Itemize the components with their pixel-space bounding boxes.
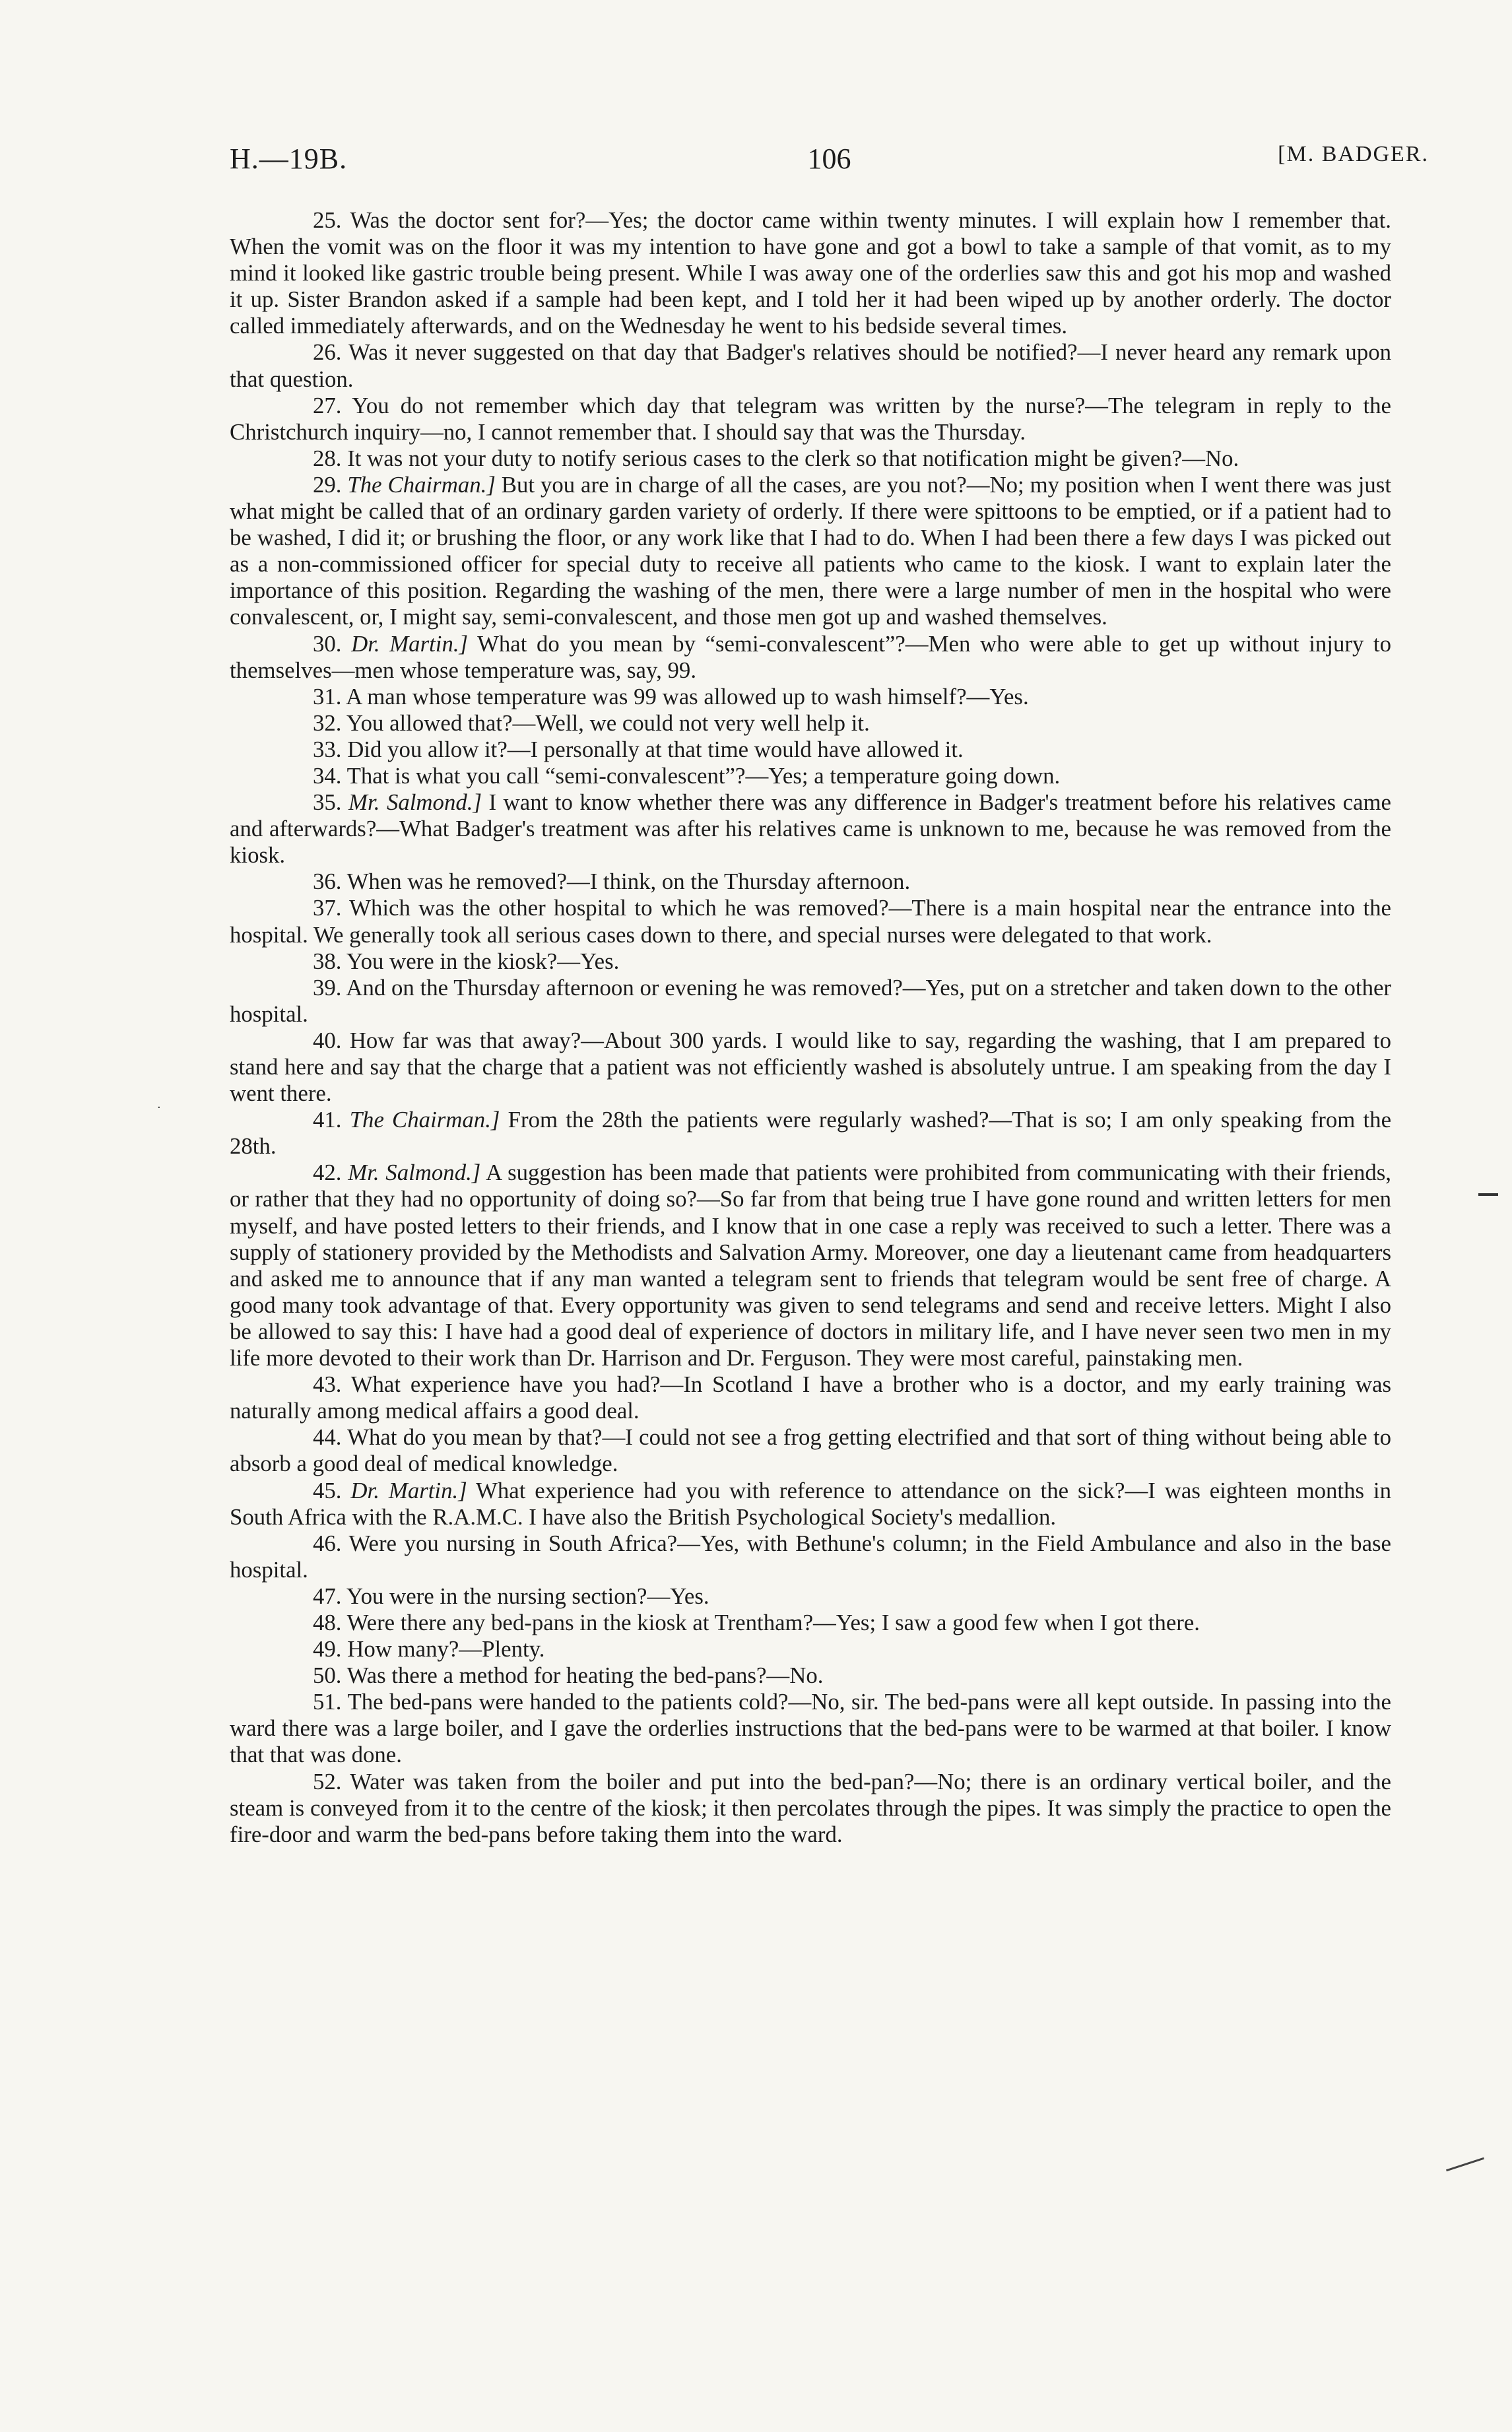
- question-answer-paragraph: [230, 1107, 1391, 1160]
- question-answer-paragraph: [230, 1769, 1391, 1848]
- testimony-text: A man whose temperature was 99 was allowed up to wash himself?—Yes.: [346, 683, 1029, 709]
- testimony-text: You allowed that?—Well, we could not very well help it.: [346, 709, 870, 736]
- testimony-text: You were in the nursing section?—Yes.: [346, 1583, 709, 1609]
- question-answer-paragraph: [230, 1478, 1391, 1530]
- question-answer-paragraph: [230, 895, 1391, 948]
- testimony-text: Which was the other hospital to which he was removed?—There is a main hospital near the entrance into the hospital. We generally took all serious cases down to there, and special nurses were delegated to that work.: [230, 895, 1392, 948]
- testimony-text: The bed-pans were handed to the patients cold?—No, sir. The bed-pans were all kept outside. In passing into the ward there was a large boiler, and I gave the orderlies instructions that the bed-pans were to be warmed at that boiler. I know that that was done.: [230, 1689, 1391, 1768]
- testimony-text: You were in the kiosk?—Yes.: [346, 948, 620, 974]
- testimony-text: You do not remember which day that telegram was written by the nurse?—The telegram in reply to the Christchurch inquiry—no, I cannot remember that. I should say that was the Thursday.: [230, 392, 1391, 445]
- question-number: 30.: [313, 630, 342, 657]
- testimony-text: How many?—Plenty.: [347, 1636, 545, 1662]
- question-number: 50.: [313, 1662, 342, 1689]
- question-number: 48.: [313, 1609, 342, 1635]
- question-number: 47.: [313, 1583, 342, 1609]
- question-answer-paragraph: [230, 1530, 1391, 1583]
- question-number: 26.: [313, 339, 342, 366]
- testimony-text: But you are in charge of all the cases, are you not?—No; my position when I went there was just what might be called that of an ordinary garden variety of orderly. If there were spittoons to be emptied, or if a patient had to be washed, I did it; or brushing the floor, or any work like that I had to do. When I had been there a few days I was picked out as a non-commissioned officer for special duty to receive all patients who came to the kiosk. I want to explain later the importance of this position. Regarding the washing of the men, there were a large number of men in the hospital who were convalescent, or, I might say, semi-convalescent, and those men got up and washed themselves.: [230, 471, 1392, 630]
- question-answer-paragraph: [230, 948, 1391, 975]
- question-answer-paragraph: [230, 1583, 1391, 1610]
- testimony-text: Was the doctor sent for?—Yes; the doctor came within twenty minutes. I will explain how I remember that. When the vomit was on the floor it was my intention to have gone and got a bowl to take a sample of that vomit, as to my mind it looked like gastric trouble being present. While I was away one of the orderlies saw this and got his mop and washed it up. Sister Brandon asked if a sample had been kept, and I told her it had been wiped up by another orderly. The doctor called immediately afterwards, and on the Wednesday he went to his bedside several times.: [230, 207, 1391, 339]
- question-number: 32.: [313, 709, 342, 736]
- question-answer-paragraph: [230, 737, 1391, 763]
- question-number: 46.: [313, 1530, 342, 1556]
- question-answer-paragraph: [230, 975, 1391, 1028]
- question-answer-paragraph: [230, 1662, 1391, 1689]
- question-number: 38.: [313, 948, 342, 974]
- question-answer-paragraph: [230, 393, 1391, 445]
- question-answer-paragraph: [230, 631, 1391, 684]
- testimony-text: Were you nursing in South Africa?—Yes, with Bethune's column; in the Field Ambulance and also in the base hospital.: [230, 1530, 1391, 1583]
- question-number: 51.: [313, 1689, 342, 1715]
- question-number: 27.: [313, 392, 342, 418]
- speaker-label: Mr. Salmond.]: [348, 1160, 481, 1186]
- question-number: 37.: [313, 895, 342, 921]
- witness-name: [M. BADGER.: [1278, 142, 1429, 166]
- question-answer-paragraph: [230, 684, 1391, 710]
- question-answer-paragraph: [230, 1028, 1391, 1107]
- testimony-text: What do you mean by that?—I could not see a frog getting electrified and that sort of thing without being able to absorb a good deal of medical knowledge.: [230, 1424, 1391, 1477]
- testimony-text: I want to know whether there was any difference in Badger's treatment before his relatives came and afterwards?—What Badger's treatment was after his relatives came is unknown to me, because he was removed from the kiosk.: [230, 789, 1392, 869]
- question-answer-paragraph: [230, 763, 1391, 789]
- document-reference: H.—19B.: [230, 143, 348, 175]
- testimony-text: Did you allow it?—I personally at that time would have allowed it.: [347, 736, 964, 762]
- testimony-text: Was there a method for heating the bed-pans?—No.: [346, 1662, 824, 1689]
- testimony-text: What experience have you had?—In Scotland I have a brother who is a doctor, and my early training was naturally among medical affairs a good deal.: [230, 1371, 1391, 1424]
- testimony-text: A suggestion has been made that patients were prohibited from communicating with their friends, or rather that they had no opportunity of doing so?—So far from that being true I have gone round and written letters for men myself, and have posted letters to their friends, and I know that in one case a reply was received to such a letter. There was a supply of stationery provided by the Methodists and Salvation Army. Moreover, one day a lieutenant came from headquarters and asked me to announce that if any man wanted a telegram sent to friends that telegram would be sent free of charge. A good many took advantage of that. Every opportunity was given to send telegrams and send and receive letters. Might I also be allowed to say this: I have had a good deal of experience of doctors in military life, and I have never seen two men in my life more devoted to their work than Dr. Harrison and Dr. Ferguson. They were most careful, painstaking men.: [230, 1160, 1391, 1371]
- testimony-text: What do you mean by “semi-convalescent”?—Men who were able to get up without injury to themselves—men whose temperature was, say, 99.: [230, 630, 1392, 683]
- testimony-text: And on the Thursday afternoon or evening he was removed?—Yes, put on a stretcher and taken down to the other hospital.: [230, 974, 1391, 1027]
- testimony-text: It was not your duty to notify serious cases to the clerk so that notification might be given?—No.: [347, 445, 1239, 471]
- question-answer-paragraph: [230, 445, 1391, 472]
- testimony-text: How far was that away?—About 300 yards. I would like to say, regarding the washing, that I am prepared to stand here and say that the charge that a patient was not efficiently washed is absolutely untrue. I am speaking from the day I went there.: [230, 1027, 1392, 1107]
- testimony-text: From the 28th the patients were regularly washed?—That is so; I am only speaking from the 28th.: [230, 1107, 1392, 1160]
- question-answer-paragraph: [230, 710, 1391, 737]
- margin-mark-left: ·: [157, 1101, 161, 1115]
- question-number: 25.: [313, 207, 342, 233]
- speaker-label: Dr. Martin.]: [351, 630, 469, 657]
- testimony-text: When was he removed?—I think, on the Thursday afternoon.: [346, 869, 911, 895]
- page-number: 106: [807, 143, 851, 175]
- question-answer-paragraph: [230, 339, 1391, 392]
- question-answer-paragraph: [230, 207, 1391, 339]
- testimony-text: Was it never suggested on that day that Badger's relatives should be notified?—I never heard any remark upon that question.: [230, 339, 1391, 392]
- question-answer-paragraph: [230, 789, 1391, 869]
- question-number: 36.: [313, 869, 342, 895]
- question-number: 41.: [313, 1107, 342, 1133]
- question-answer-paragraph: [230, 1424, 1391, 1477]
- speaker-label: Dr. Martin.]: [350, 1477, 467, 1503]
- testimony-text: Water was taken from the boiler and put into the bed-pan?—No; there is an ordinary vertical boiler, and the steam is conveyed from it to the centre of the kiosk; it then percolates through the pipes. It was simply the practice to open the fire-door and warm the bed-pans before taking them into the ward.: [230, 1768, 1391, 1847]
- speaker-label: The Chairman.]: [347, 471, 496, 498]
- question-number: 44.: [313, 1424, 342, 1451]
- question-answer-paragraph: [230, 472, 1391, 631]
- question-number: 42.: [313, 1160, 342, 1186]
- question-number: 34.: [313, 762, 342, 789]
- question-number: 40.: [313, 1027, 342, 1053]
- speaker-label: The Chairman.]: [349, 1107, 500, 1133]
- margin-mark-right-lower: [1446, 2157, 1484, 2171]
- question-answer-paragraph: [230, 1636, 1391, 1662]
- question-number: 52.: [313, 1768, 342, 1794]
- testimony-text: That is what you call “semi-convalescent”?—Yes; a temperature going down.: [346, 762, 1061, 789]
- question-number: 31.: [313, 683, 342, 709]
- question-answer-paragraph: [230, 1160, 1391, 1371]
- question-answer-paragraph: [230, 869, 1391, 895]
- running-header: [230, 142, 1429, 181]
- question-number: 39.: [313, 974, 342, 1001]
- question-number: 45.: [313, 1477, 342, 1503]
- question-number: 49.: [313, 1636, 342, 1662]
- question-number: 43.: [313, 1371, 342, 1398]
- question-answer-paragraph: [230, 1371, 1391, 1424]
- question-answer-paragraph: [230, 1689, 1391, 1768]
- speaker-label: Mr. Salmond.]: [348, 789, 482, 816]
- question-number: 28.: [313, 445, 342, 471]
- question-number: 29.: [313, 471, 342, 498]
- testimony-text: What experience had you with reference to attendance on the sick?—I was eighteen months in South Africa with the R.A.M.C. I have also the British Psychological Society's medallion.: [230, 1477, 1391, 1530]
- question-number: 33.: [313, 736, 342, 762]
- margin-mark-right: [1478, 1193, 1498, 1196]
- question-answer-paragraph: [230, 1610, 1391, 1636]
- question-number: 35.: [313, 789, 342, 816]
- testimony-text: Were there any bed-pans in the kiosk at Trentham?—Yes; I saw a good few when I got there.: [346, 1609, 1200, 1635]
- testimony-body: [230, 207, 1391, 1848]
